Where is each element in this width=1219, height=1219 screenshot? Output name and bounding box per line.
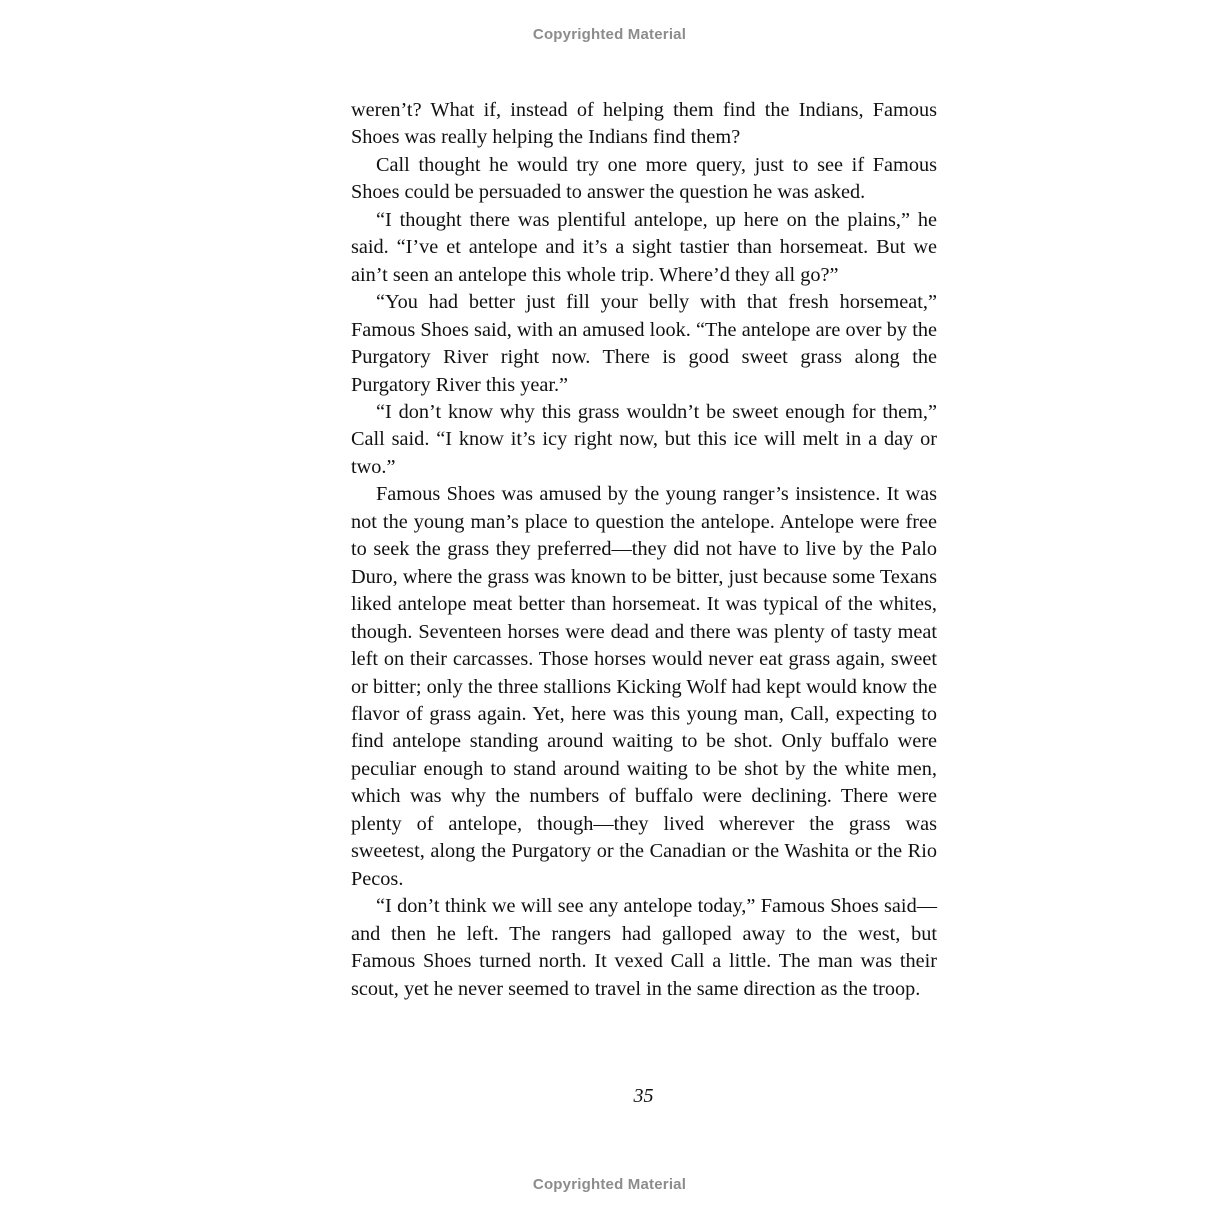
page-body-text [351,97,937,1003]
paragraph-4: “You had better just fill your belly with that fresh horsemeat,” Famous Shoes said, with an amused look. “The antelope are over by the Purgatory River right now. There is good sweet grass along the Purgatory River this year.” [351,291,937,396]
paragraph-3: “I thought there was plentiful antelope, up here on the plains,” he said. “I’ve et antelope and it’s a sight tastier than horsemeat. But we ain’t seen an antelope this whole trip. Where’d they all go?” [351,208,937,286]
copyright-watermark-top: Copyrighted Material [532,26,687,43]
page-number: 35 [633,1085,654,1107]
paragraph-6: Famous Shoes was amused by the young ranger’s insistence. It was not the young man’s place to question the antelope. Antelope were free to seek the grass they preferred—they did not have to live by the Palo Duro, where the grass was known to be bitter, just because some Texans liked antelope meat better than horsemeat. It was typical of the whites, though. Seventeen horses were dead and there was plenty of tasty meat left on their carcasses. Those horses would never eat grass again, sweet or bitter; only the three stallions Kicking Wolf had kept would know the flavor of grass again. Yet, here was this young man, Call, expecting to find antelope standing around waiting to be shot. Only buffalo were peculiar enough to stand around waiting to be shot by the white men, which was why the numbers of buffalo were declining. There were plenty of antelope, though—they lived wherever the grass was sweetest, along the Purgatory or the Canadian or the Washita or the Rio Pecos. [351,483,937,890]
paragraph-2: Call thought he would try one more query, just to see if Famous Shoes could be persuaded to answer the question he was asked. [351,153,937,204]
paragraph-7: “I don’t think we will see any antelope today,” Famous Shoes said—and then he left. The rangers had galloped away to the west, but Famous Shoes turned north. It vexed Call a little. The man was their scout, yet he never seemed to travel in the same direction as the troop. [351,895,937,1000]
paragraph-1: weren’t? What if, instead of helping them find the Indians, Famous Shoes was really helping the Indians find them? [351,99,937,149]
copyright-watermark-bottom: Copyrighted Material [532,1176,687,1193]
paragraph-5: “I don’t know why this grass wouldn’t be sweet enough for them,” Call said. “I know it’s icy right now, but this ice will melt in a day or two.” [351,400,937,478]
